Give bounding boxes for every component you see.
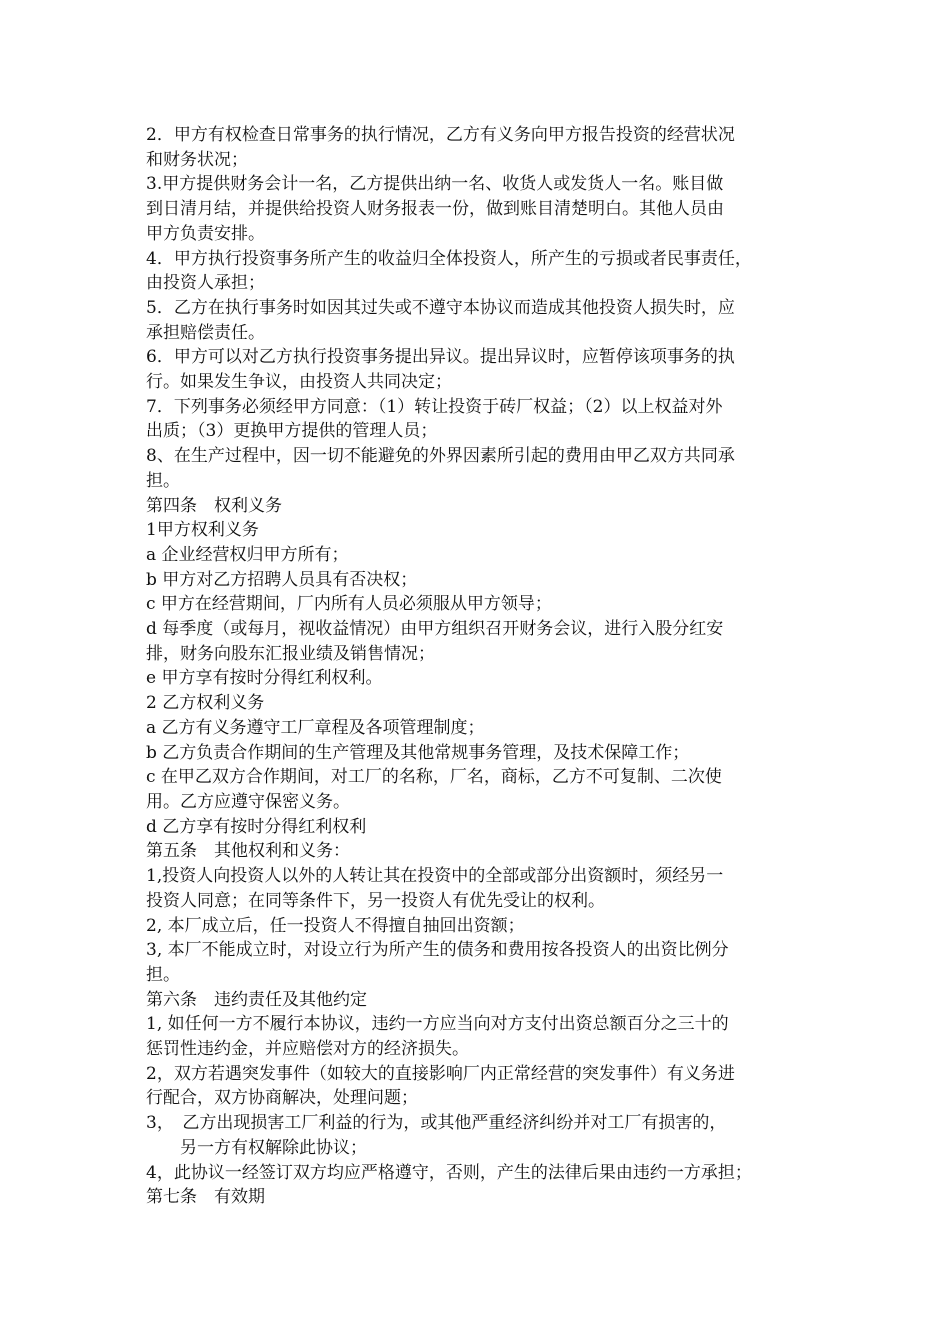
article-5-item-2 [146, 914, 826, 939]
article-6-item-1 [146, 1012, 826, 1061]
text-line: 甲方负责安排。 [146, 223, 265, 244]
text-line: 投资人同意；在同等条件下，另一投资人有优先受让的权利。 [146, 890, 605, 911]
clause-3-item-8 [146, 444, 826, 493]
text-line: 4，此协议一经签订双方均应严格遵守，否则，产生的法律后果由违约一方承担； [146, 1162, 752, 1183]
article-5-heading [146, 839, 826, 864]
party-a-item-a [146, 543, 826, 568]
text-line: 行。如果发生争议，由投资人共同决定； [146, 372, 452, 393]
text-line: 由投资人承担； [146, 273, 265, 294]
text-line: 7．下列事务必须经甲方同意：（1）转让投资于砖厂权益；（2）以上权益对外 [146, 396, 723, 417]
clause-3-item-2 [146, 123, 826, 172]
subsection-heading: 2 乙方权利义务 [146, 693, 265, 714]
article-7-heading [146, 1185, 826, 1210]
article-6-item-2 [146, 1062, 826, 1111]
section-heading: 第五条 其他权利和义务： [146, 841, 350, 862]
text-line: 行配合，双方协商解决，处理问题； [146, 1088, 418, 1109]
clause-3-item-6 [146, 345, 826, 394]
text-line: 到日清月结，并提供给投资人财务报表一份，做到账目清楚明白。其他人员由 [146, 199, 724, 220]
party-a-item-b [146, 568, 826, 593]
text-line: 惩罚性违约金，并应赔偿对方的经济损失。 [146, 1039, 469, 1060]
text-line: 6．甲方可以对乙方执行投资事务提出异议。提出异议时，应暂停该项事务的执 [146, 347, 735, 368]
text-line: 另一方有权解除此协议； [146, 1137, 367, 1158]
party-b-item-a [146, 716, 826, 741]
article-5-item-3 [146, 938, 826, 987]
text-line: c 在甲乙双方合作期间，对工厂的名称，厂名，商标，乙方不可复制、二次使 [146, 767, 722, 788]
article-4-heading [146, 494, 826, 519]
section-heading: 第七条 有效期 [146, 1187, 265, 1208]
text-line: b 甲方对乙方招聘人员具有否决权； [146, 569, 418, 590]
text-line: d 乙方享有按时分得红利权利 [146, 816, 367, 837]
subsection-heading: 1甲方权利义务 [146, 520, 259, 541]
text-line: 8、在生产过程中，因一切不能避免的外界因素所引起的费用由甲乙双方共同承 [146, 446, 735, 467]
party-a-rights-heading [146, 518, 826, 543]
clause-3-item-3 [146, 172, 826, 246]
text-line: 3, 本厂不能成立时，对设立行为所产生的债务和费用按各投资人的出资比例分 [146, 940, 729, 961]
section-heading: 第六条 违约责任及其他约定 [146, 989, 367, 1010]
article-6-heading [146, 988, 826, 1013]
text-line: 4．甲方执行投资事务所产生的收益归全体投资人，所产生的亏损或者民事责任， [146, 248, 752, 269]
text-line: 2，双方若遇突发事件（如较大的直接影响厂内正常经营的突发事件）有义务进 [146, 1063, 735, 1084]
text-line: c 甲方在经营期间，厂内所有人员必须服从甲方领导； [146, 594, 552, 615]
text-line: 5．乙方在执行事务时如因其过失或不遵守本协议而造成其他投资人损失时，应 [146, 297, 735, 318]
text-line: 2, 本厂成立后，任一投资人不得擅自抽回出资额； [146, 915, 525, 936]
party-b-item-d [146, 815, 826, 840]
party-b-item-b [146, 741, 826, 766]
article-5-item-1 [146, 864, 826, 913]
text-line: a 企业经营权归甲方所有； [146, 544, 349, 565]
text-line: b 乙方负责合作期间的生产管理及其他常规事务管理，及技术保障工作； [146, 742, 690, 763]
text-line: a 乙方有义务遵守工厂章程及各项管理制度； [146, 717, 485, 738]
text-line: d 每季度（或每月，视收益情况）由甲方组织召开财务会议，进行入股分红安 [146, 619, 724, 640]
text-line: 用。乙方应遵守保密义务。 [146, 791, 350, 812]
document-body [146, 123, 826, 1210]
text-line: 担。 [146, 964, 180, 985]
text-line: 和财务状况； [146, 149, 248, 170]
text-line: 3， 乙方出现损害工厂利益的行为，或其他严重经济纠纷并对工厂有损害的， [146, 1113, 727, 1134]
clause-3-item-7 [146, 395, 826, 444]
text-line: e 甲方享有按时分得红利权利。 [146, 668, 383, 689]
party-b-rights-heading [146, 691, 826, 716]
text-line: 担。 [146, 470, 180, 491]
article-6-item-4 [146, 1161, 826, 1186]
text-line: 1, 如任何一方不履行本协议，违约一方应当向对方支付出资总额百分之三十的 [146, 1014, 729, 1035]
party-a-item-d [146, 617, 826, 666]
text-line: 3.甲方提供财务会计一名，乙方提供出纳一名、收货人或发货人一名。账目做 [146, 174, 724, 195]
article-6-item-3 [146, 1111, 826, 1160]
party-a-item-c [146, 592, 826, 617]
section-heading: 第四条 权利义务 [146, 495, 282, 516]
clause-3-item-4 [146, 247, 826, 296]
text-line: 2．甲方有权检查日常事务的执行情况，乙方有义务向甲方报告投资的经营状况 [146, 125, 735, 145]
party-a-item-e [146, 666, 826, 691]
party-b-item-c [146, 765, 826, 814]
text-line: 承担赔偿责任。 [146, 322, 265, 343]
text-line: 1,投资人向投资人以外的人转让其在投资中的全部或部分出资额时，须经另一 [146, 866, 724, 887]
text-line: 排，财务向股东汇报业绩及销售情况； [146, 643, 435, 664]
clause-3-item-5 [146, 296, 826, 345]
text-line: 出质；（3）更换甲方提供的管理人员； [146, 421, 438, 442]
